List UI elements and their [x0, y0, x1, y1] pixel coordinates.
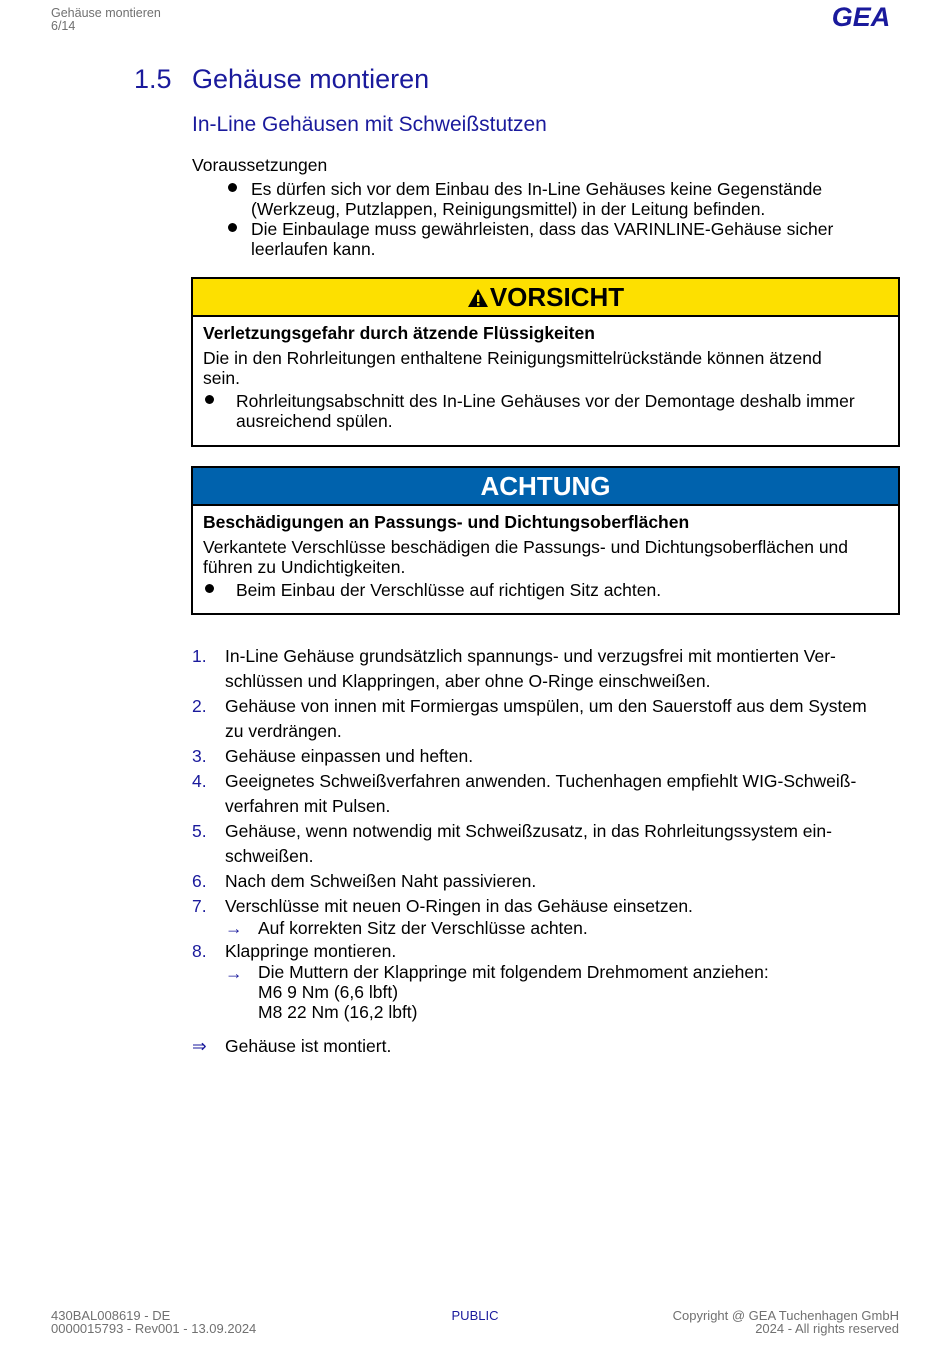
footer-copyright: Copyright @ GEA Tuchenhagen GmbH [672, 1308, 899, 1323]
svg-text:GEA: GEA [831, 4, 891, 30]
step-text [225, 819, 899, 869]
vorsicht-box [191, 277, 900, 447]
substep-line: Die Muttern der Klappringe mit folgendem Drehmoment anziehen: [258, 962, 769, 982]
vorsicht-title: VORSICHT [489, 282, 625, 312]
vorsicht-text [203, 348, 888, 388]
vorsicht-bullet-line: ausreichend spülen. [236, 411, 393, 431]
bullet-icon [205, 395, 214, 404]
result-text: Gehäuse ist montiert. [225, 1036, 392, 1056]
header-section-title: Gehäuse montieren [51, 6, 161, 20]
arrow-icon: → [225, 918, 243, 938]
achtung-bullet: Beim Einbau der Verschlüsse auf richtigen Sitz achten. [236, 580, 662, 600]
section-title: Gehäuse montieren [192, 64, 430, 94]
step-number: 4. [192, 771, 207, 791]
prerequisite-item [251, 219, 899, 259]
step-text: Nach dem Schweißen Naht passivieren. [225, 871, 537, 891]
warning-triangle-icon [467, 288, 489, 308]
footer-revision: 0000015793 - Rev001 - 13.09.2024 [51, 1321, 257, 1336]
step-line: Geeignetes Schweißverfahren anwenden. Tuchenhagen empfiehlt WIG-Schweiß- [225, 771, 857, 791]
footer-classification: PUBLIC [451, 1308, 499, 1323]
achtung-title: ACHTUNG [480, 471, 611, 501]
vorsicht-heading: Verletzungsgefahr durch ätzende Flüssigkeiten [203, 323, 595, 343]
step-line: Gehäuse von innen mit Formiergas umspülen, um den Sauerstoff aus dem System [225, 696, 867, 716]
vorsicht-text-line: sein. [203, 368, 240, 388]
step-line: zu verdrängen. [225, 721, 342, 741]
prerequisite-line: Die Einbaulage muss gewährleisten, dass das VARINLINE-Gehäuse sicher [251, 219, 834, 239]
achtung-box [191, 466, 900, 615]
vorsicht-bullet-line: Rohrleitungsabschnitt des In-Line Gehäuses vor der Demontage deshalb immer [236, 391, 855, 411]
step-line: schlüssen und Klappringen, aber ohne O-Ringe einschweißen. [225, 671, 711, 691]
substep-line: M6 9 Nm (6,6 lbft) [258, 982, 399, 1002]
step-text [225, 769, 899, 819]
step-number: 8. [192, 941, 207, 961]
step-number: 2. [192, 696, 207, 716]
substep-line: M8 22 Nm (16,2 lbft) [258, 1002, 418, 1022]
footer-doc-id: 430BAL008619 - DE [51, 1308, 171, 1323]
vorsicht-header [193, 279, 898, 317]
section-number: 1.5 [134, 64, 172, 94]
step-number: 3. [192, 746, 207, 766]
arrow-icon: → [225, 963, 243, 983]
prerequisite-line: Es dürfen sich vor dem Einbau des In-Line Gehäuses keine Gegenstände [251, 179, 823, 199]
vorsicht-bullet [236, 391, 896, 431]
achtung-text-line: führen zu Undichtigkeiten. [203, 557, 406, 577]
prerequisite-line: (Werkzeug, Putzlappen, Reinigungsmittel) in der Leitung befinden. [251, 199, 766, 219]
step-text [225, 644, 899, 694]
header-page-number: 6/14 [51, 19, 76, 33]
step-text: Verschlüsse mit neuen O-Ringen in das Gehäuse einsetzen. [225, 896, 693, 916]
step-number: 7. [192, 896, 207, 916]
gea-logo [822, 4, 900, 30]
section-subtitle: In-Line Gehäusen mit Schweißstutzen [192, 113, 547, 136]
step-text [225, 694, 899, 744]
prerequisite-line: leerlaufen kann. [251, 239, 376, 259]
result-arrow-icon: ⇒ [192, 1036, 207, 1056]
step-line: verfahren mit Pulsen. [225, 796, 391, 816]
step-substep: Auf korrekten Sitz der Verschlüsse achten. [258, 918, 588, 938]
step-text: Gehäuse einpassen und heften. [225, 746, 474, 766]
step-line: Gehäuse, wenn notwendig mit Schweißzusatz, in das Rohrleitungssystem ein- [225, 821, 832, 841]
achtung-text-line: Verkantete Verschlüsse beschädigen die Passungs- und Dichtungsoberflächen und [203, 537, 849, 557]
step-line: In-Line Gehäuse grundsätzlich spannungs- und verzugsfrei mit montierten Ver- [225, 646, 836, 666]
vorsicht-text-line: Die in den Rohrleitungen enthaltene Reinigungsmittelrückstände können ätzend [203, 348, 822, 368]
achtung-header [193, 468, 898, 506]
bullet-icon [228, 223, 237, 232]
prerequisites-label: Voraussetzungen [192, 155, 328, 175]
footer-rights: 2024 - All rights reserved [755, 1321, 899, 1336]
step-substep [258, 962, 769, 1022]
achtung-heading: Beschädigungen an Passungs- und Dichtungsoberflächen [203, 512, 690, 532]
step-text: Klappringe montieren. [225, 941, 397, 961]
step-line: schweißen. [225, 846, 314, 866]
step-number: 1. [192, 646, 207, 666]
achtung-text [203, 537, 888, 577]
prerequisite-item [251, 179, 899, 219]
step-number: 5. [192, 821, 207, 841]
step-number: 6. [192, 871, 207, 891]
bullet-icon [205, 584, 214, 593]
bullet-icon [228, 183, 237, 192]
